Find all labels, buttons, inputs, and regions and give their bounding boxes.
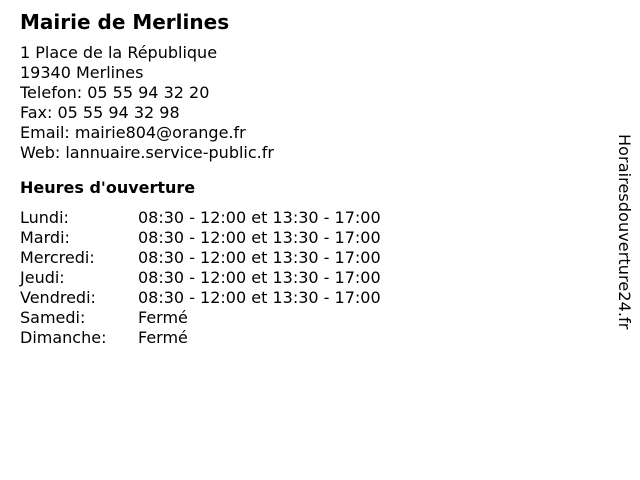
hours-row-friday bbox=[20, 288, 580, 308]
street-address: 1 Place de la République bbox=[20, 43, 218, 62]
city-address: 19340 Merlines bbox=[20, 63, 144, 82]
hours-heading: Heures d'ouverture bbox=[20, 178, 196, 197]
hours-time: Fermé bbox=[138, 308, 188, 327]
hours-day: Mercredi: bbox=[20, 248, 95, 267]
business-card bbox=[20, 10, 580, 348]
hours-row-thursday bbox=[20, 268, 580, 288]
hours-row-tuesday bbox=[20, 228, 580, 248]
brand-watermark: Horairesdouverture24.fr bbox=[615, 134, 634, 330]
hours-day: Lundi: bbox=[20, 208, 69, 227]
fax-number: Fax: 05 55 94 32 98 bbox=[20, 103, 180, 122]
phone-number: Telefon: 05 55 94 32 20 bbox=[20, 83, 210, 102]
hours-time: 08:30 - 12:00 et 13:30 - 17:00 bbox=[138, 248, 381, 267]
hours-time: 08:30 - 12:00 et 13:30 - 17:00 bbox=[138, 288, 381, 307]
hours-day: Jeudi: bbox=[20, 268, 65, 287]
hours-time: 08:30 - 12:00 et 13:30 - 17:00 bbox=[138, 208, 381, 227]
hours-time: 08:30 - 12:00 et 13:30 - 17:00 bbox=[138, 228, 381, 247]
website: Web: lannuaire.service-public.fr bbox=[20, 143, 274, 162]
hours-day: Vendredi: bbox=[20, 288, 96, 307]
email-address: Email: mairie804@orange.fr bbox=[20, 123, 246, 142]
business-title: Mairie de Merlines bbox=[20, 10, 230, 34]
hours-day: Mardi: bbox=[20, 228, 70, 247]
contact-block bbox=[20, 43, 580, 163]
hours-row-wednesday bbox=[20, 248, 580, 268]
hours-row-monday bbox=[20, 208, 580, 228]
hours-time: Fermé bbox=[138, 328, 188, 347]
hours-row-saturday bbox=[20, 308, 580, 328]
hours-day: Dimanche: bbox=[20, 328, 107, 347]
hours-time: 08:30 - 12:00 et 13:30 - 17:00 bbox=[138, 268, 381, 287]
hours-list bbox=[20, 208, 580, 348]
hours-row-sunday bbox=[20, 328, 580, 348]
hours-day: Samedi: bbox=[20, 308, 86, 327]
